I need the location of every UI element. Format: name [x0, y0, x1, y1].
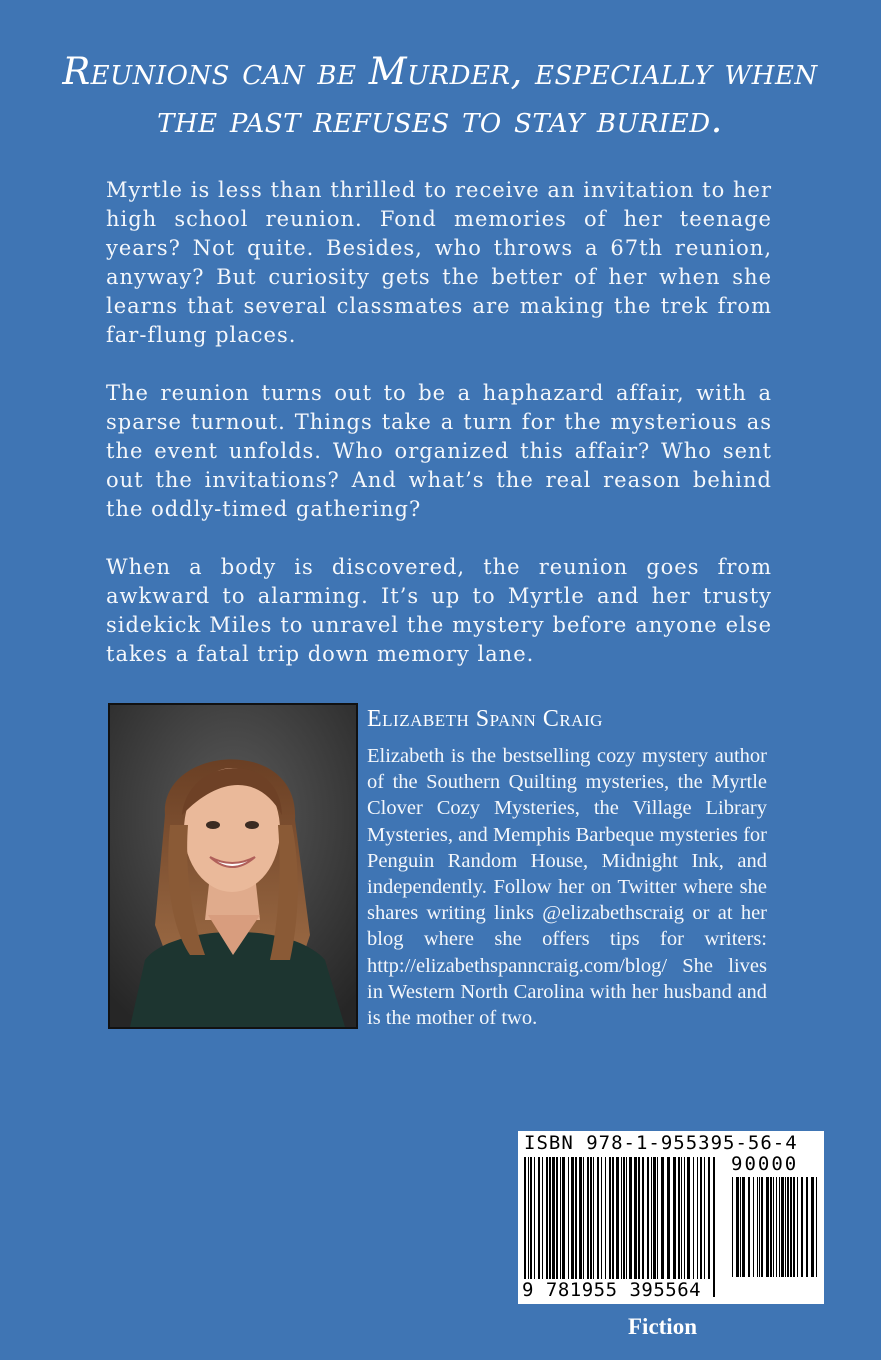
genre-label: Fiction: [628, 1314, 697, 1339]
barcode-addon-bar: [806, 1177, 808, 1277]
barcode-bar: [568, 1157, 569, 1279]
barcode-bar: [571, 1157, 574, 1279]
barcode-bar: [704, 1157, 705, 1279]
barcode-addon-bar: [766, 1177, 769, 1277]
barcode-bar: [534, 1157, 535, 1279]
barcode-bar: [605, 1157, 606, 1279]
barcode-addon-bar: [793, 1177, 795, 1277]
barcode-bar: [681, 1157, 682, 1279]
author-bio: Elizabeth is the bestselling cozy mystery author of the Southern Quilting mysteries, the Myrtle Clover Cozy Mysteries, the Village Library Mysteries, and Memphis Barbeque mysteries for Penguin Random House, Midnight Ink, and independently. Follow her on Twitter where she shares writing links @elizabethscraig or at her blog where she offers tips for writers: http://elizabethspanncraig.com/blog/ She lives in Western North Carolina with her husband and is the mother of two.: [367, 745, 767, 1030]
barcode-bar: [590, 1157, 592, 1279]
isbn-barcode: [518, 1131, 824, 1304]
barcode-bar: [700, 1157, 702, 1279]
barcode-addon-bar: [770, 1177, 772, 1277]
barcode-bar: [651, 1157, 652, 1279]
barcode-bar: [562, 1157, 565, 1279]
barcode-bar: [678, 1157, 680, 1279]
barcode-bar: [583, 1157, 584, 1279]
barcode-bar: [687, 1157, 690, 1279]
barcode-bar: [638, 1157, 640, 1279]
barcode-bar: [579, 1157, 582, 1279]
barcode-bar: [549, 1157, 551, 1279]
barcode-bar: [597, 1157, 599, 1279]
barcode-bar: [524, 1157, 526, 1297]
barcode-addon-bar: [761, 1177, 763, 1277]
barcode-addon-bar: [816, 1177, 817, 1277]
barcode-bar: [626, 1157, 627, 1279]
barcode-bar: [621, 1157, 622, 1297]
barcode-bar: [546, 1157, 548, 1279]
barcode-addon-bar: [748, 1177, 750, 1277]
barcode-bar: [634, 1157, 637, 1279]
barcode-bar: [693, 1157, 694, 1279]
barcode-bar: [556, 1157, 558, 1279]
barcode-addon-bar: [790, 1177, 792, 1277]
blurb-paragraph-2: The reunion turns out to be a haphazard affair, with a sparse turnout. Things take a turn for the mysterious as the event unfolds. Who organized this affair? Who sent out the invitations? And what’s the real reason behind the oddly-timed gathering?: [106, 381, 772, 521]
blurb-paragraph-3: When a body is discovered, the reunion goes from awkward to alarming. It’s up to Myrtle and her trusty sidekick Miles to unravel the mystery before anyone else takes a fatal trip down memory lane.: [106, 555, 772, 666]
barcode-bar: [623, 1157, 625, 1297]
barcode-bar: [708, 1157, 710, 1279]
barcode-bar: [609, 1157, 611, 1279]
author-name: Elizabeth Spann Craig: [367, 706, 603, 732]
barcode-addon-bar: [801, 1177, 803, 1277]
barcode-addon-bar: [797, 1177, 798, 1277]
barcode-addon-bar: [779, 1177, 780, 1277]
barcode-bar: [684, 1157, 685, 1279]
author-photo: [108, 703, 358, 1029]
barcode-bar: [661, 1157, 664, 1279]
barcode-bar: [616, 1157, 619, 1279]
barcode-addon-bar: [773, 1177, 774, 1277]
barcode-bar: [657, 1157, 658, 1279]
barcode-bar: [673, 1157, 676, 1279]
barcode-bar: [653, 1157, 656, 1279]
barcode-bar: [642, 1157, 644, 1279]
barcode-bar: [667, 1157, 670, 1279]
barcode-addon-bar: [781, 1177, 784, 1277]
barcode-addon-bar: [759, 1177, 760, 1277]
headline: Reunions can be Murder, especially when the past refuses to stay buried.: [62, 50, 818, 141]
book-blurb: [106, 176, 772, 698]
barcode-bar: [612, 1157, 614, 1279]
barcode-bar: [601, 1157, 602, 1279]
author-portrait-image: [110, 705, 356, 1027]
barcode-bar: [528, 1157, 529, 1297]
barcode-bar: [530, 1157, 532, 1279]
barcode-addon-bar: [776, 1177, 777, 1277]
barcode-bar: [575, 1157, 577, 1279]
ean-digits: 9 781955 395564: [522, 1279, 702, 1301]
barcode-bar: [697, 1157, 698, 1279]
barcode-addon-bar: [742, 1177, 745, 1277]
isbn-label: ISBN 978-1-955395-56-4: [524, 1132, 798, 1154]
barcode-bar: [542, 1157, 543, 1279]
price-code: 90000: [731, 1153, 799, 1175]
barcode-addon-bar: [753, 1177, 754, 1277]
barcode-addon-bar: [757, 1177, 758, 1277]
barcode-bar: [629, 1157, 632, 1279]
barcode-bar: [593, 1157, 594, 1279]
barcode-bar: [713, 1157, 715, 1297]
barcode-bar: [538, 1157, 540, 1279]
barcode-bar: [552, 1157, 555, 1279]
barcode-addon-bar: [787, 1177, 789, 1277]
barcode-bar: [560, 1157, 561, 1279]
barcode-addon-bar: [736, 1177, 739, 1277]
barcode-bar: [587, 1157, 589, 1279]
blurb-paragraph-1: Myrtle is less than thrilled to receive an invitation to her high school reunion. Fond memories of her teenage years? Not quite. Besides, who throws a 67th reunion, anyway? But curiosity gets the better of her when she learns that several classmates are making the trek from far-flung places.: [106, 178, 772, 347]
barcode-addon-bar: [740, 1177, 741, 1277]
barcode-addon-bar: [732, 1177, 733, 1277]
barcode-addon-bar: [785, 1177, 786, 1277]
barcode-addon-bar: [811, 1177, 814, 1277]
barcode-bar: [647, 1157, 649, 1279]
